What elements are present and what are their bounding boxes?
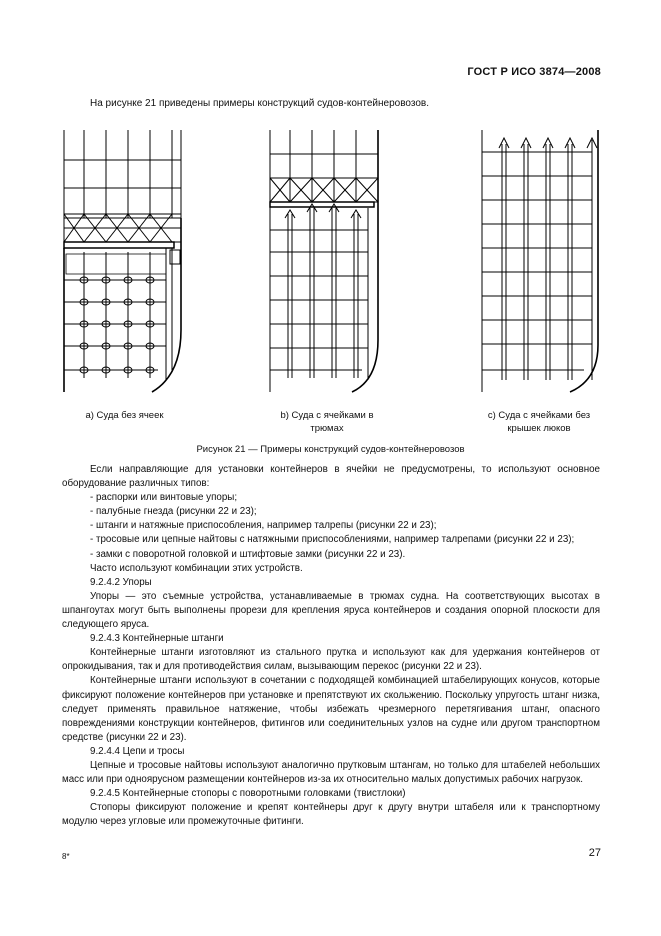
section-heading: 9.2.4.4 Цепи и тросы xyxy=(90,745,185,757)
paragraph: Стопоры фиксируют положение и крепят контейнеры друг к другу внутри штабеля или к транспортному модулю через угловые или промежуточные фитинги. xyxy=(62,802,600,828)
paragraph: Цепные и тросовые найтовы используют аналогично прутковым штангам, но только для штабелей небольших масс или при одноярусном размещении контейнеров из-за их относительно малых допустимых рабочих нагрузок. xyxy=(62,759,600,786)
list-item: - распорки или винтовые упоры; xyxy=(90,492,238,504)
footer-mark: 8* xyxy=(62,852,70,861)
caption-a: a) Суда без ячеек xyxy=(85,410,164,421)
figure-b-ship-with-cells-in-holds xyxy=(268,130,388,400)
list-item: - штанги и натяжные приспособления, например талрепы (рисунки 22 и 23); xyxy=(90,520,437,532)
section-heading: 9.2.4.5 Контейнерные стопоры с поворотными головками (твистлоки) xyxy=(90,788,406,800)
page-number: 27 xyxy=(588,847,601,859)
caption-c-line1: с) Суда с ячейками без xyxy=(487,410,591,421)
paragraph: Контейнерные штанги изготовляют из стального прутка и используют как для удержания контейнеров от опрокидывания, так и для противодействия силам, вызывающим перекос (рисунки 22 и 23). xyxy=(62,647,600,673)
paragraph: Часто используют комбинации этих устройств. xyxy=(90,562,303,574)
list-item: - замки с поворотной головкой и штифтовые замки (рисунки 22 и 23). xyxy=(90,548,406,560)
paragraph: Упоры — это съемные устройства, устанавливаемые в трюмах судна. На соответствующих высотах в шпангоутах могут быть выполнены прорези для крепления яруса контейнеров и создания опорной плоскости для следующего яруса. xyxy=(62,590,600,631)
section-heading: 9.2.4.2 Упоры xyxy=(90,576,152,588)
body-text xyxy=(62,463,600,829)
figure-a-ship-without-cells xyxy=(62,130,187,400)
caption-c xyxy=(474,409,604,435)
document-header: ГОСТ Р ИСО 3874—2008 xyxy=(467,66,601,78)
section-heading: 9.2.4.3 Контейнерные штанги xyxy=(90,633,224,645)
intro-text: На рисунке 21 приведены примеры конструкций судов-контейнеровозов. xyxy=(90,98,430,109)
figure-title: Рисунок 21 — Примеры конструкций судов-контейнеровозов xyxy=(196,444,465,455)
caption-c-line2: крышек люков xyxy=(507,423,571,434)
list-item: - палубные гнезда (рисунки 22 и 23); xyxy=(90,506,257,518)
figure-c-ship-cells-without-hatch-covers xyxy=(480,130,605,400)
caption-b-line1: b) Суда с ячейками в xyxy=(280,410,374,421)
paragraph: Контейнерные штанги используют в сочетании с подходящей комбинацией штабелирующих конусов, которые фиксируют положение контейнеров при установке и препятствуют их скольжению. Поскольку упругость штанг низка, следует применять правильное натяжение, чтобы избежать чрезмерного перетягивания штанг, опасного повреждениями конструкции контейнеров, фитингов или соединительных узлов на судне или другом транспортном средстве (рисунки 22 и 23). xyxy=(62,675,600,743)
caption-b xyxy=(262,409,392,435)
list-item: - тросовые или цепные найтовы с натяжными приспособлениями, например талрепами (рисунки 22 и 23); xyxy=(90,534,575,546)
paragraph: Если направляющие для установки контейнеров в ячейки не предусмотрены, то используют основное оборудование различных типов: xyxy=(62,464,600,490)
caption-b-line2: трюмах xyxy=(310,423,344,434)
